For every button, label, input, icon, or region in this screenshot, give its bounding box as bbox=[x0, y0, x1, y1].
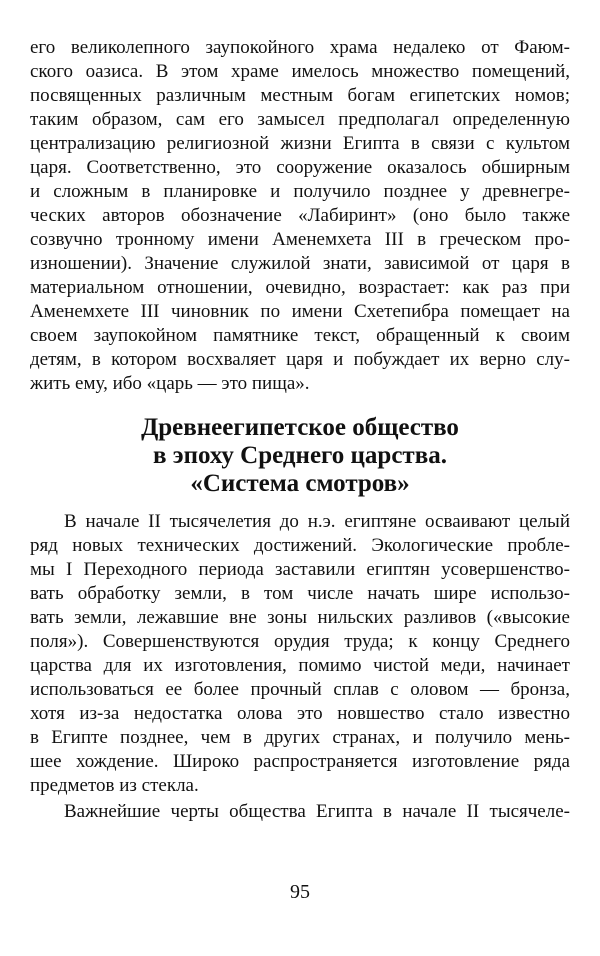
text-line: ческих авторов обозначение «Лабиринт» (оно было также bbox=[30, 205, 570, 226]
text-line: царства для их изготовления, помимо чистой меди, начинает bbox=[30, 655, 570, 676]
text-line: хотя из-за недостатка олова это новшество стало известно bbox=[30, 703, 570, 724]
text-line: использоваться ее более прочный сплав с оловом — бронза, bbox=[30, 679, 570, 700]
text-line: мы I Переходного периода заставили египтян усовершенство- bbox=[30, 559, 570, 580]
text-line: вать земли, лежавшие вне зоны нильских разливов («высокие bbox=[30, 607, 570, 628]
heading-line: в эпоху Среднего царства. bbox=[153, 442, 447, 469]
text-line: таким образом, сам его замысел предполагал определенную bbox=[30, 109, 570, 130]
text-line: предметов из стекла. bbox=[30, 775, 199, 796]
text-line: посвященных различным местным богам египетских номов; bbox=[30, 85, 570, 106]
text-line: материальном отношении, очевидно, возрастает: как раз при bbox=[30, 277, 570, 298]
text-line: вать обработку земли, в том числе начать шире использо- bbox=[30, 583, 570, 604]
text-line: централизацию религиозной жизни Египта в связи с культом bbox=[30, 133, 570, 154]
text-line: изношении). Значение служилой знати, зависимой от царя в bbox=[30, 253, 570, 274]
text-line: В начале II тысячелетия до н.э. египтяне осваивают целый bbox=[64, 511, 570, 532]
text-line: созвучно тронному имени Аменемхета III в греческом про- bbox=[30, 229, 570, 250]
text-line: царя. Соответственно, это сооружение оказалось обширным bbox=[30, 157, 570, 178]
text-line: Аменемхете III чиновник по имени Схетепибра помещает на bbox=[30, 301, 570, 322]
text-line: ряд новых технических достижений. Экологические пробле- bbox=[30, 535, 570, 556]
text-line: своем заупокойном памятнике текст, обращенный к своим bbox=[30, 325, 570, 346]
text-line: жить ему, ибо «царь — это пища». bbox=[30, 373, 310, 394]
text-line: детям, в котором восхваляет царя и побуждает их верно слу- bbox=[30, 349, 570, 370]
text-line: шее хождение. Широко распространяется изготовление ряда bbox=[30, 751, 570, 772]
text-line: его великолепного заупокойного храма недалеко от Фаюм- bbox=[30, 37, 570, 58]
text-line: и сложным в планировке и получило позднее у древнегре- bbox=[30, 181, 570, 202]
text-line: поля»). Совершенствуются орудия труда; к концу Среднего bbox=[30, 631, 570, 652]
heading-line: Древнеегипетское общество bbox=[141, 414, 459, 441]
heading-line: «Система смотров» bbox=[190, 470, 410, 497]
text-line: в Египте позднее, чем в других странах, и получило мень- bbox=[30, 727, 570, 748]
text-line: Важнейшие черты общества Египта в начале II тысячеле- bbox=[64, 801, 570, 822]
text-line: ского оазиса. В этом храме имелось множество помещений, bbox=[30, 61, 570, 82]
page-number: 95 bbox=[290, 881, 310, 903]
